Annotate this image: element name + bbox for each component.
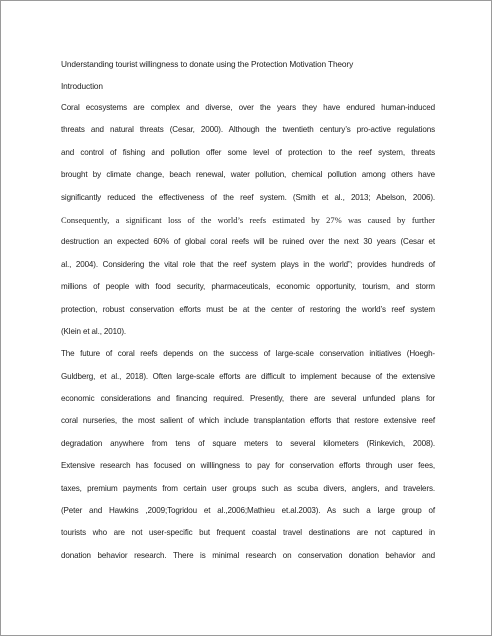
text-line: coral nurseries, the most salient of which include transplantation efforts that restore extensive reef: [61, 416, 435, 426]
text-line: degradation anywhere from tens of square meters to several kilometers (Rinkevich, 2008).: [61, 438, 435, 448]
text-line: Coral ecosystems are complex and diverse, over the years they have endured human-induced: [61, 103, 435, 112]
text-line: destruction an expected 60% of global coral reefs will be ruined over the next 30 years (Cesar et: [61, 237, 435, 247]
document-body: [61, 53, 435, 567]
text-line: economic considerations and financing required. Presently, there are several unfunded plans for: [61, 394, 435, 404]
paragraph-2: [61, 343, 435, 567]
text-line: millions of people with food security, pharmaceuticals, economic opportunity, tourism, and storm: [61, 282, 435, 292]
text-line: donation behavior research. There is minimal research on conservation donation behavior and: [61, 550, 435, 560]
text-line: threats and natural threats (Cesar, 2000). Although the twentieth century’s pro-active regulations: [61, 125, 435, 135]
text-line: taxes, premium payments from certain user groups such as scuba divers, anglers, and travelers.: [61, 483, 435, 493]
section-heading-introduction: Introduction: [61, 81, 103, 91]
text-line: al., 2004). Considering the vital role that the reef system plays in the world”; provides hundreds of: [61, 259, 435, 269]
text-line: Extensive research has focused on willlingness to pay for conservation efforts through user fees,: [61, 461, 435, 471]
text-line: protection, robust conservation efforts must be at the center of restoring the world’s reef system: [61, 304, 435, 314]
text-line: brought by climate change, beach renewal, water pollution, chemical pollution among others have: [61, 170, 435, 180]
text-line: tourists who are not user-specific but frequent coastal travel destinations are not captured in: [61, 528, 435, 538]
text-line: Guldberg, et al., 2018). Often large-scale efforts are difficult to implement because of the extensive: [61, 371, 435, 381]
document-title: Understanding tourist willingness to donate using the Protection Motivation Theory: [61, 59, 354, 69]
text-line: significantly reduced the effectiveness of the reef system. (Smith et al., 2013; Abelson, 2006).: [61, 192, 435, 202]
text-line: (Peter and Hawkins ,2009;Togridou et al.,2006;Mathieu et.al.2003). As such a large group of: [61, 506, 435, 516]
paragraph-1: [61, 97, 435, 343]
text-line: The future of coral reefs depends on the success of large-scale conservation initiatives (Hoegh-: [61, 349, 435, 359]
text-line: Consequently, a significant loss of the world’s reefs estimated by 27% was caused by further: [61, 214, 435, 225]
text-line: and control of fishing and pollution offer some level of protection to the reef system, threats: [61, 147, 435, 157]
text-line: (Klein et al., 2010).: [61, 326, 127, 336]
